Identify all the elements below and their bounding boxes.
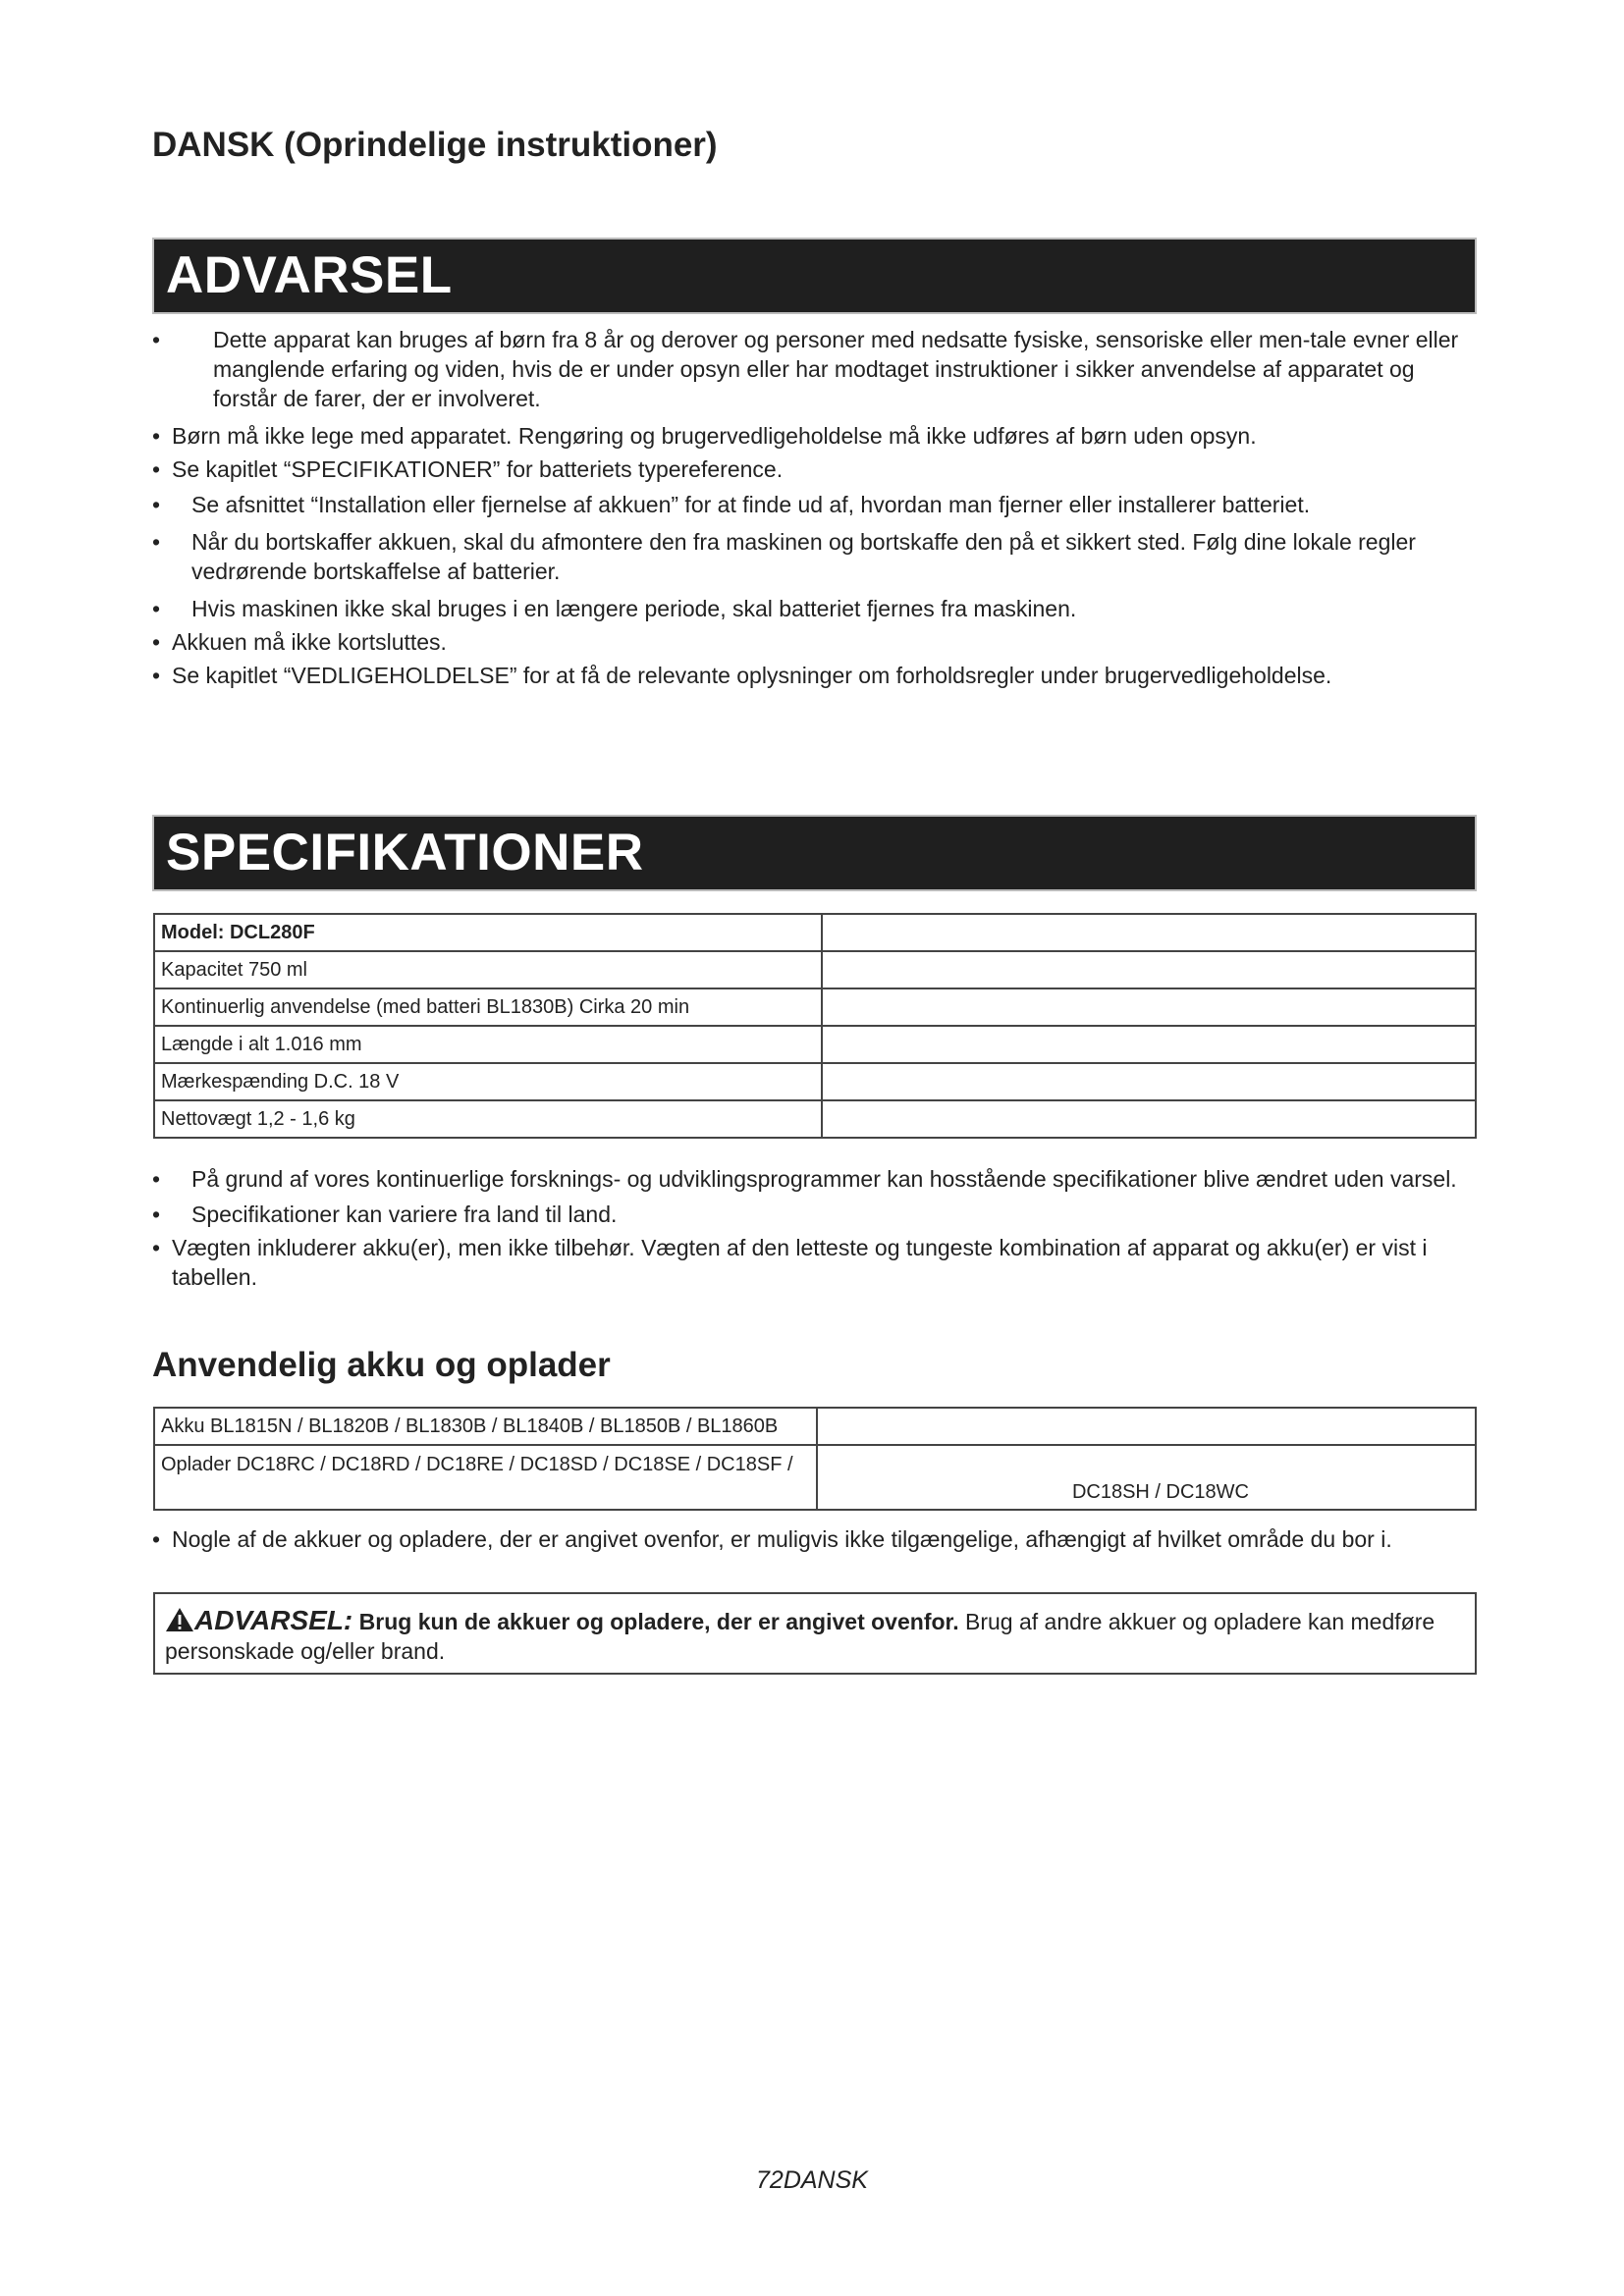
spec-note-2: Specifikationer kan variere fra land til land. — [191, 1201, 618, 1227]
list-item: • Specifikationer kan variere fra land til land. — [152, 1200, 1477, 1229]
table-row — [154, 951, 1476, 988]
list-item: • Når du bortskaffer akkuen, skal du afmontere den fra maskinen og bortskaffe den på et sikkert sted. Følg dine lokale regler vedrørende bortskaffelse af batterier. — [152, 527, 1477, 586]
list-item: • Se kapitlet “VEDLIGEHOLDELSE” for at få de relevante oplysninger om forholdsregler under brugervedligeholdelse. — [152, 661, 1477, 690]
spec-length-cell: Længde i alt 1.016 mm — [154, 1026, 822, 1063]
spec-note-1: På grund af vores kontinuerlige forsknings- og udviklingsprogrammer kan hosstående specifikationer blive ændret uden varsel. — [191, 1166, 1457, 1192]
warning-bullet-8: Se kapitlet “VEDLIGEHOLDELSE” for at få de relevante oplysninger om forholdsregler under brugervedligeholdelse. — [172, 663, 1332, 688]
battery-note: Nogle af de akkuer og opladere, der er angivet ovenfor, er muligvis ikke tilgængelige, afhængigt af hvilket område du bor i. — [172, 1526, 1392, 1552]
list-item: • Dette apparat kan bruges af børn fra 8 år og derover og personer med nedsatte fysiske, sensoriske eller men-tale evner eller manglende erfaring og viden, hvis de er under opsyn eller har modtaget instruktioner i sikker anvendelse af apparatet og forstår de farer, der er involveret. — [152, 325, 1477, 413]
table-row — [154, 1063, 1476, 1100]
warning-bullet-4: Se afsnittet “Installation eller fjernelse af akkuen” for at finde ud af, hvordan man fjerner eller installerer batteriet. — [191, 492, 1311, 517]
warning-bullet-7: Akkuen må ikke kortsluttes. — [172, 629, 447, 655]
table-row — [154, 988, 1476, 1026]
battery-section-heading: Anvendelig akku og oplader — [152, 1346, 611, 1384]
list-item: • Akkuen må ikke kortsluttes. — [152, 627, 1477, 657]
spec-empty-cell — [822, 951, 1476, 988]
table-row — [154, 1100, 1476, 1138]
oplader-cell — [154, 1445, 1476, 1510]
spec-capacity-cell: Kapacitet 750 ml — [154, 951, 822, 988]
spec-model-cell: Model: DCL280F — [154, 914, 822, 951]
spec-notes-list — [152, 1164, 1477, 1292]
spec-empty-cell — [822, 1026, 1476, 1063]
warning-lead-text: Brug kun de akkuer og opladere, der er angivet ovenfor. — [358, 1609, 959, 1634]
list-item: • Børn må ikke lege med apparatet. Rengøring og brugervedligeholdelse må ikke udføres af børn uden opsyn. — [152, 421, 1477, 451]
list-item: • Vægten inkluderer akku(er), men ikke tilbehør. Vægten af den letteste og tungeste kombination af apparat og akku(er) er vist i tabellen. — [152, 1233, 1477, 1292]
warning-list — [152, 325, 1477, 690]
warning-bullet-3: Se kapitlet “SPECIFIKATIONER” for batteriets typereference. — [172, 456, 784, 482]
battery-notes-list — [152, 1524, 1477, 1554]
spec-empty-cell — [822, 988, 1476, 1026]
warning-triangle-icon — [165, 1607, 194, 1632]
table-row — [154, 1445, 1476, 1510]
warning-label: ADVARSEL: — [194, 1605, 353, 1635]
spec-voltage-cell: Mærkespænding D.C. 18 V — [154, 1063, 822, 1100]
spec-empty-cell — [822, 1100, 1476, 1138]
list-item: • På grund af vores kontinuerlige forsknings- og udviklingsprogrammer kan hosstående specifikationer blive ændret uden varsel. — [152, 1164, 1477, 1194]
spec-note-3: Vægten inkluderer akku(er), men ikke tilbehør. Vægten af den letteste og tungeste kombination af apparat og akku(er) er vist i tabellen. — [172, 1235, 1428, 1290]
list-item: • Hvis maskinen ikke skal bruges i en længere periode, skal batteriet fjernes fra maskinen. — [152, 594, 1477, 623]
warning-bullet-6: Hvis maskinen ikke skal bruges i en længere periode, skal batteriet fjernes fra maskinen. — [191, 596, 1077, 621]
table-row — [154, 914, 1476, 951]
warning-bullet-1: Dette apparat kan bruges af børn fra 8 år og derover og personer med nedsatte fysiske, sensoriske eller men-tale evner eller manglende erfaring og viden, hvis de er under opsyn eller har modtaget instruktioner i sikker anvendelse af apparatet og forstår de farer, der er involveret. — [213, 327, 1459, 411]
oplader-line-2: DC18SH / DC18WC — [1071, 1481, 1249, 1503]
warning-banner: ADVARSEL — [152, 238, 1477, 314]
list-item: • Se kapitlet “SPECIFIKATIONER” for batteriets typereference. — [152, 454, 1477, 484]
page-footer: 72DANSK — [756, 2166, 868, 2194]
table-row — [154, 1026, 1476, 1063]
warning-bullet-2: Børn må ikke lege med apparatet. Rengøring og brugervedligeholdelse må ikke udføres af børn uden opsyn. — [172, 423, 1257, 449]
list-item: • Se afsnittet “Installation eller fjernelse af akkuen” for at finde ud af, hvordan man fjerner eller installerer batteriet. — [152, 490, 1477, 519]
warning-rest-text: Brug af andre akkuer og opladere kan medføre personskade og/eller brand. — [165, 1609, 1435, 1664]
table-divider — [816, 1407, 818, 1511]
spec-empty-cell — [822, 1063, 1476, 1100]
spec-weight-cell: Nettovægt 1,2 - 1,6 kg — [154, 1100, 822, 1138]
akku-cell: Akku BL1815N / BL1820B / BL1830B / BL1840B / BL1850B / BL1860B — [154, 1408, 1476, 1445]
specifications-banner: SPECIFIKATIONER — [152, 815, 1477, 891]
oplader-line-1: Oplader DC18RC / DC18RD / DC18RE / DC18SD / DC18SE / DC18SF / — [161, 1454, 793, 1475]
warning-bullet-5: Når du bortskaffer akkuen, skal du afmontere den fra maskinen og bortskaffe den på et sikkert sted. Følg dine lokale regler vedrørende bortskaffelse af batterier. — [191, 529, 1416, 584]
page-title: DANSK (Oprindelige instruktioner) — [152, 126, 718, 164]
spec-empty-cell — [822, 914, 1476, 951]
specifications-table — [153, 913, 1477, 1139]
list-item: • Nogle af de akkuer og opladere, der er angivet ovenfor, er muligvis ikke tilgængelige, afhængigt af hvilket område du bor i. — [152, 1524, 1477, 1554]
battery-table — [153, 1407, 1477, 1511]
battery-warning-box — [153, 1592, 1477, 1675]
table-row — [154, 1408, 1476, 1445]
spec-runtime-cell: Kontinuerlig anvendelse (med batteri BL1830B) Cirka 20 min — [154, 988, 822, 1026]
